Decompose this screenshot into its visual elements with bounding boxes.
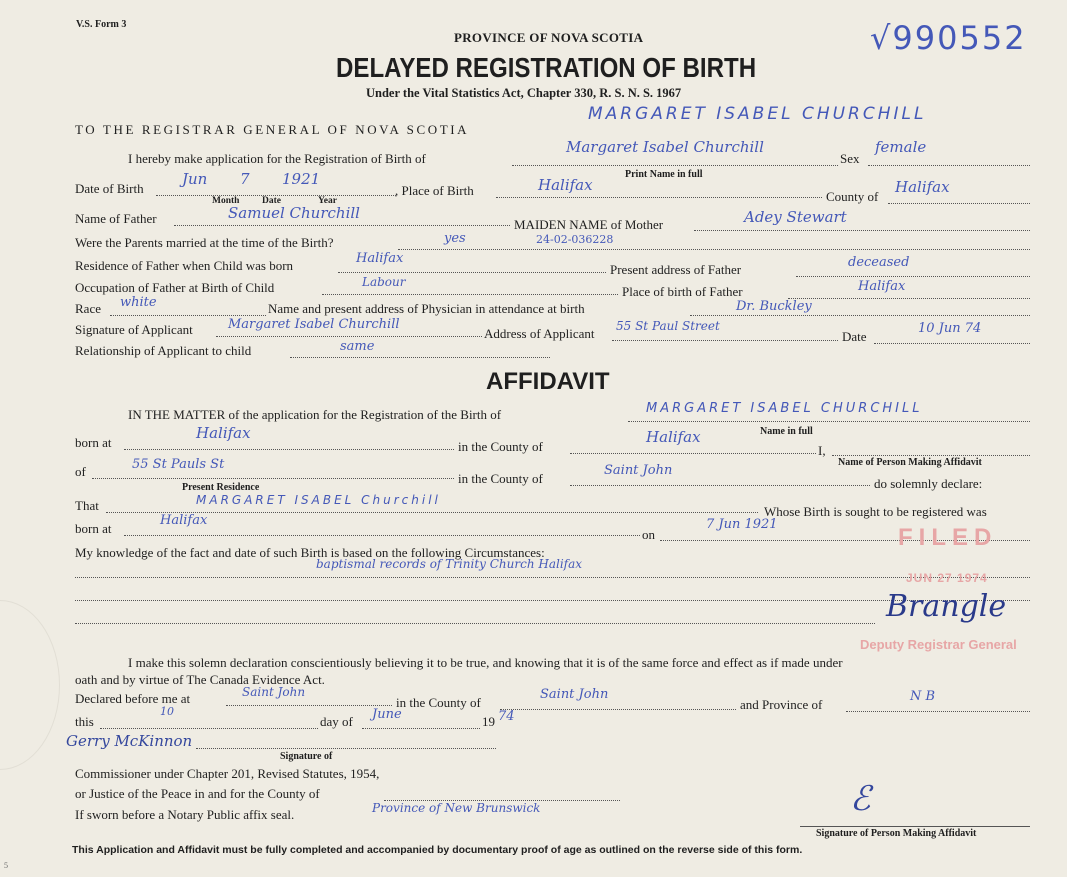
physician-label: Name and present address of Physician in attendance at birth <box>268 301 585 316</box>
sex-value: female <box>875 138 927 156</box>
date-value: 10 Jun 74 <box>918 321 982 336</box>
form-subtitle: Under the Vital Statistics Act, Chapter 330, R. S. N. S. 1967 <box>366 86 682 100</box>
place-of-birth-value: Halifax <box>538 176 593 194</box>
province-value: N B <box>910 689 936 704</box>
born-at-label: born at <box>75 435 112 450</box>
date-label: Date <box>842 329 867 344</box>
mother-value: Adey Stewart <box>744 208 847 226</box>
edge-mark: 5 <box>4 861 8 870</box>
born-at2-label: born at <box>75 521 112 536</box>
deputy-registrar-title: Deputy Registrar General <box>860 637 1017 652</box>
county2-label: in the County of <box>458 471 543 486</box>
applicant-address-label: Address of Applicant <box>484 326 595 341</box>
race-value: white <box>120 295 157 310</box>
dob-year: 1921 <box>282 170 321 188</box>
that-label: That <box>75 498 99 513</box>
born-at2-value: Halifax <box>160 513 208 528</box>
county3-label: in the County of <box>396 695 481 710</box>
county-of-value: Halifax <box>646 428 701 446</box>
this-label: this <box>75 714 94 729</box>
declared-value: Saint John <box>242 685 306 699</box>
day-value: June <box>372 707 402 722</box>
year-value: 74 <box>498 709 515 724</box>
solemn-line-2: oath and by virtue of The Canada Evidence Act. <box>75 672 325 687</box>
affiant-signature-mark: ℰ <box>850 779 871 819</box>
year-caption: Year <box>318 196 337 206</box>
signature-of-caption: Signature of <box>280 751 333 762</box>
county-of-label: in the County of <box>458 439 543 454</box>
whose-birth-label: Whose Birth is sought to be registered was <box>764 504 987 519</box>
filed-stamp: FILED <box>898 524 998 551</box>
dob-label: Date of Birth <box>75 181 144 196</box>
filed-stamp-date: JUN 27 1974 <box>906 571 988 585</box>
day-of-label: day of <box>320 714 353 729</box>
province-heading: PROVINCE OF NOVA SCOTIA <box>454 30 644 45</box>
physician-value: Dr. Buckley <box>736 299 812 314</box>
father-label: Name of Father <box>75 211 157 226</box>
declare-label: do solemnly declare: <box>874 476 983 491</box>
commissioner-line: Commissioner under Chapter 201, Revised Statutes, 1954, <box>75 766 380 781</box>
signature-label: Signature of Applicant <box>75 322 193 337</box>
county-value: Halifax <box>895 178 950 196</box>
this-value: 10 <box>160 705 174 718</box>
race-label: Race <box>75 301 101 316</box>
of-value: 55 St Pauls St <box>132 457 225 472</box>
notary-line: If sworn before a Notary Public affix seal. <box>75 807 295 822</box>
province-label: and Province of <box>740 697 823 712</box>
father-birthplace-label: Place of birth of Father <box>622 284 743 299</box>
notary-value: Province of New Brunswick <box>372 801 541 815</box>
married-label: Were the Parents married at the time of the Birth? <box>75 235 334 250</box>
born-at-value: Halifax <box>196 424 251 442</box>
declared-label: Declared before me at <box>75 691 191 706</box>
affiant-signature-caption: Signature of Person Making Affidavit <box>816 828 977 839</box>
of-label: of <box>75 464 86 479</box>
place-of-birth-label: , Place of Birth <box>395 183 474 198</box>
occupation-value: Labour <box>362 275 406 289</box>
i-label: I, <box>818 443 826 458</box>
apply-label: I hereby make application for the Registration of Birth of <box>128 151 426 166</box>
signature-value: Margaret Isabel Churchill <box>228 317 400 332</box>
registrar-signature: Brangle <box>886 589 1007 624</box>
relationship-value: same <box>340 339 375 354</box>
father-value: Samuel Churchill <box>228 204 360 222</box>
registration-number: √990552 <box>870 19 1027 57</box>
present-address-label: Present address of Father <box>610 262 742 277</box>
present-residence-caption: Present Residence <box>182 482 260 493</box>
notary-seal-embossed <box>0 600 60 770</box>
to-registrar: TO THE REGISTRAR GENERAL OF NOVA SCOTIA <box>75 122 470 137</box>
on-value: 7 Jun 1921 <box>706 517 778 532</box>
footer-note: This Application and Affidavit must be fully completed and accompanied by documentary proof of age as outlined on the reverse side of this form. <box>72 844 803 856</box>
date-caption: Date <box>262 196 281 206</box>
that-value: MARGARET ISABEL Churchill <box>196 493 441 507</box>
mother-label: MAIDEN NAME of Mother <box>514 217 664 232</box>
form-number: V.S. Form 3 <box>76 19 127 30</box>
apply-value: Margaret Isabel Churchill <box>566 138 764 156</box>
married-value: yes <box>444 231 466 246</box>
on-label: on <box>642 527 655 542</box>
knowledge-label: My knowledge of the fact and date of such Birth is based on the following Circumstances: <box>75 545 545 560</box>
applicant-address-value: 55 St Paul Street <box>616 319 720 333</box>
dob-date: 7 <box>240 170 250 188</box>
county-label: County of <box>826 189 879 204</box>
dob-month: Jun <box>182 170 208 188</box>
name-caps-written: MARGARET ISABEL CHURCHILL <box>588 104 927 124</box>
solemn-line-1: I make this solemn declaration conscientiously believing it to be true, and knowing that it is of the same force and effect as if made under <box>128 655 843 670</box>
month-caption: Month <box>212 196 240 206</box>
county3-value: Saint John <box>540 687 609 702</box>
knowledge-value: baptismal records of Trinity Church Halifax <box>316 557 583 571</box>
print-name-caption: Print Name in full <box>625 169 703 180</box>
year-prefix: 19 <box>482 714 495 729</box>
name-in-full-caption: Name in full <box>760 426 813 437</box>
matter-label: IN THE MATTER of the application for the Registration of the Birth of <box>128 407 502 422</box>
occupation-label: Occupation of Father at Birth of Child <box>75 280 275 295</box>
county2-value: Saint John <box>604 463 673 478</box>
married-ref: 24-02-036228 <box>536 233 614 246</box>
residence-label: Residence of Father when Child was born <box>75 258 294 273</box>
relationship-label: Relationship of Applicant to child <box>75 343 252 358</box>
sex-label: Sex <box>840 151 860 166</box>
commissioner-signature: Gerry McKinnon <box>66 732 193 750</box>
person-caption: Name of Person Making Affidavit <box>838 457 982 468</box>
present-address-value: deceased <box>848 255 910 270</box>
affidavit-title: AFFIDAVIT <box>486 368 610 395</box>
justice-line: or Justice of the Peace in and for the County of <box>75 786 320 801</box>
matter-value: MARGARET ISABEL CHURCHILL <box>646 401 923 416</box>
form-title: DELAYED REGISTRATION OF BIRTH <box>336 52 757 83</box>
residence-value: Halifax <box>356 251 404 266</box>
father-birthplace-value: Halifax <box>858 279 906 294</box>
